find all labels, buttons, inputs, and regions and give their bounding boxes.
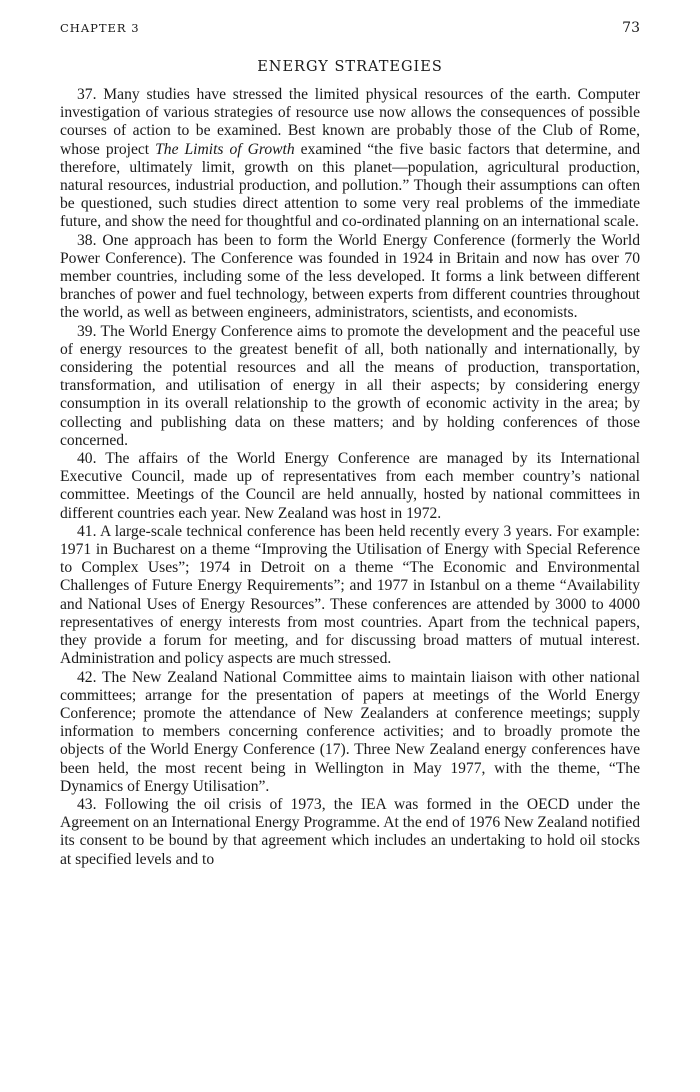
paragraph-37 xyxy=(60,86,640,232)
book-title: The Limits of Growth xyxy=(155,140,295,158)
paragraph-37-part-b: examined “the five basic factors that determine, and therefore, ultimately limit, growth on this planet—population, agricultural production, natural resources, industrial production, and pollution.” Though their assumptions can often be questioned, such studies direct attention to some very real problems of the immediate future, and show the need for thoughtful and co-ordinated planning on an international scale. xyxy=(60,140,640,231)
paragraph-38: 38. One approach has been to form the World Energy Conference (formerly the World Power Conference). The Conference was founded in 1924 in Britain and now has over 70 member countries, including some of the less developed. It forms a link between different branches of power and fuel technology, between experts from different countries throughout the world, as well as between engineers, administrators, scientists, and economists. xyxy=(60,231,640,322)
paragraph-41: 41. A large-scale technical conference has been held recently every 3 years. For example: 1971 in Bucharest on a theme “Improving the Utilisation of Energy with Special Reference to Complex Uses”; 1974 in Detroit on a theme “The Economic and Environmental Challenges of Future Energy Requirements”; and 1977 in Istanbul on a theme “Availability and National Uses of Energy Resources”. These conferences are attended by 3000 to 4000 representatives of energy interests from most countries. Apart from the technical papers, they provide a forum for meeting, and for discussing broad matters of mutual interest. Administration and policy aspects are much stressed. xyxy=(60,522,640,668)
paragraph-43: 43. Following the oil crisis of 1973, the IEA was formed in the OECD under the Agreement on an International Energy Programme. At the end of 1976 New Zealand notified its consent to be bound by that agreement which includes an undertaking to hold oil stocks at specified levels and to xyxy=(60,795,640,868)
chapter-label: CHAPTER 3 xyxy=(60,21,140,35)
paragraph-42: 42. The New Zealand National Committee aims to maintain liaison with other national committees; arrange for the presentation of papers at meetings of the World Energy Conference; promote the attendance of New Zealanders at conference meetings; supply information to members concerning conference activities; and to broadly promote the objects of the World Energy Conference (17). Three New Zealand energy conferences have been held, the most recent being in Wellington in May 1977, with the theme, “The Dynamics of Energy Utilisation”. xyxy=(60,668,640,795)
page-number: 73 xyxy=(622,20,640,36)
section-title: ENERGY STRATEGIES xyxy=(257,59,443,75)
paragraph-37-part-a: 37. Many studies have stressed the limited physical resources of the earth. Computer investigation of various strategies of resource use now allows the consequences of possible courses of action to be examined. Best known are probably those of the Club of Rome, whose project xyxy=(60,86,640,158)
paragraph-39: 39. The World Energy Conference aims to promote the development and the peaceful use of energy resources to the greatest benefit of all, both nationally and internationally, by considering the potential resources and all the means of production, transportation, transformation, and utilisation of energy in all their aspects; by considering energy consumption in its overall relationship to the growth of economic activity in the area; by collecting and publishing data on these matters; and by holding conferences of those concerned. xyxy=(60,322,640,449)
body-text xyxy=(60,86,640,869)
running-head xyxy=(60,20,640,42)
paragraph-40: 40. The affairs of the World Energy Conference are managed by its International Executive Council, made up of representatives from each member country’s national committee. Meetings of the Council are held annually, hosted by national committees in different countries each year. New Zealand was host in 1972. xyxy=(60,450,640,522)
